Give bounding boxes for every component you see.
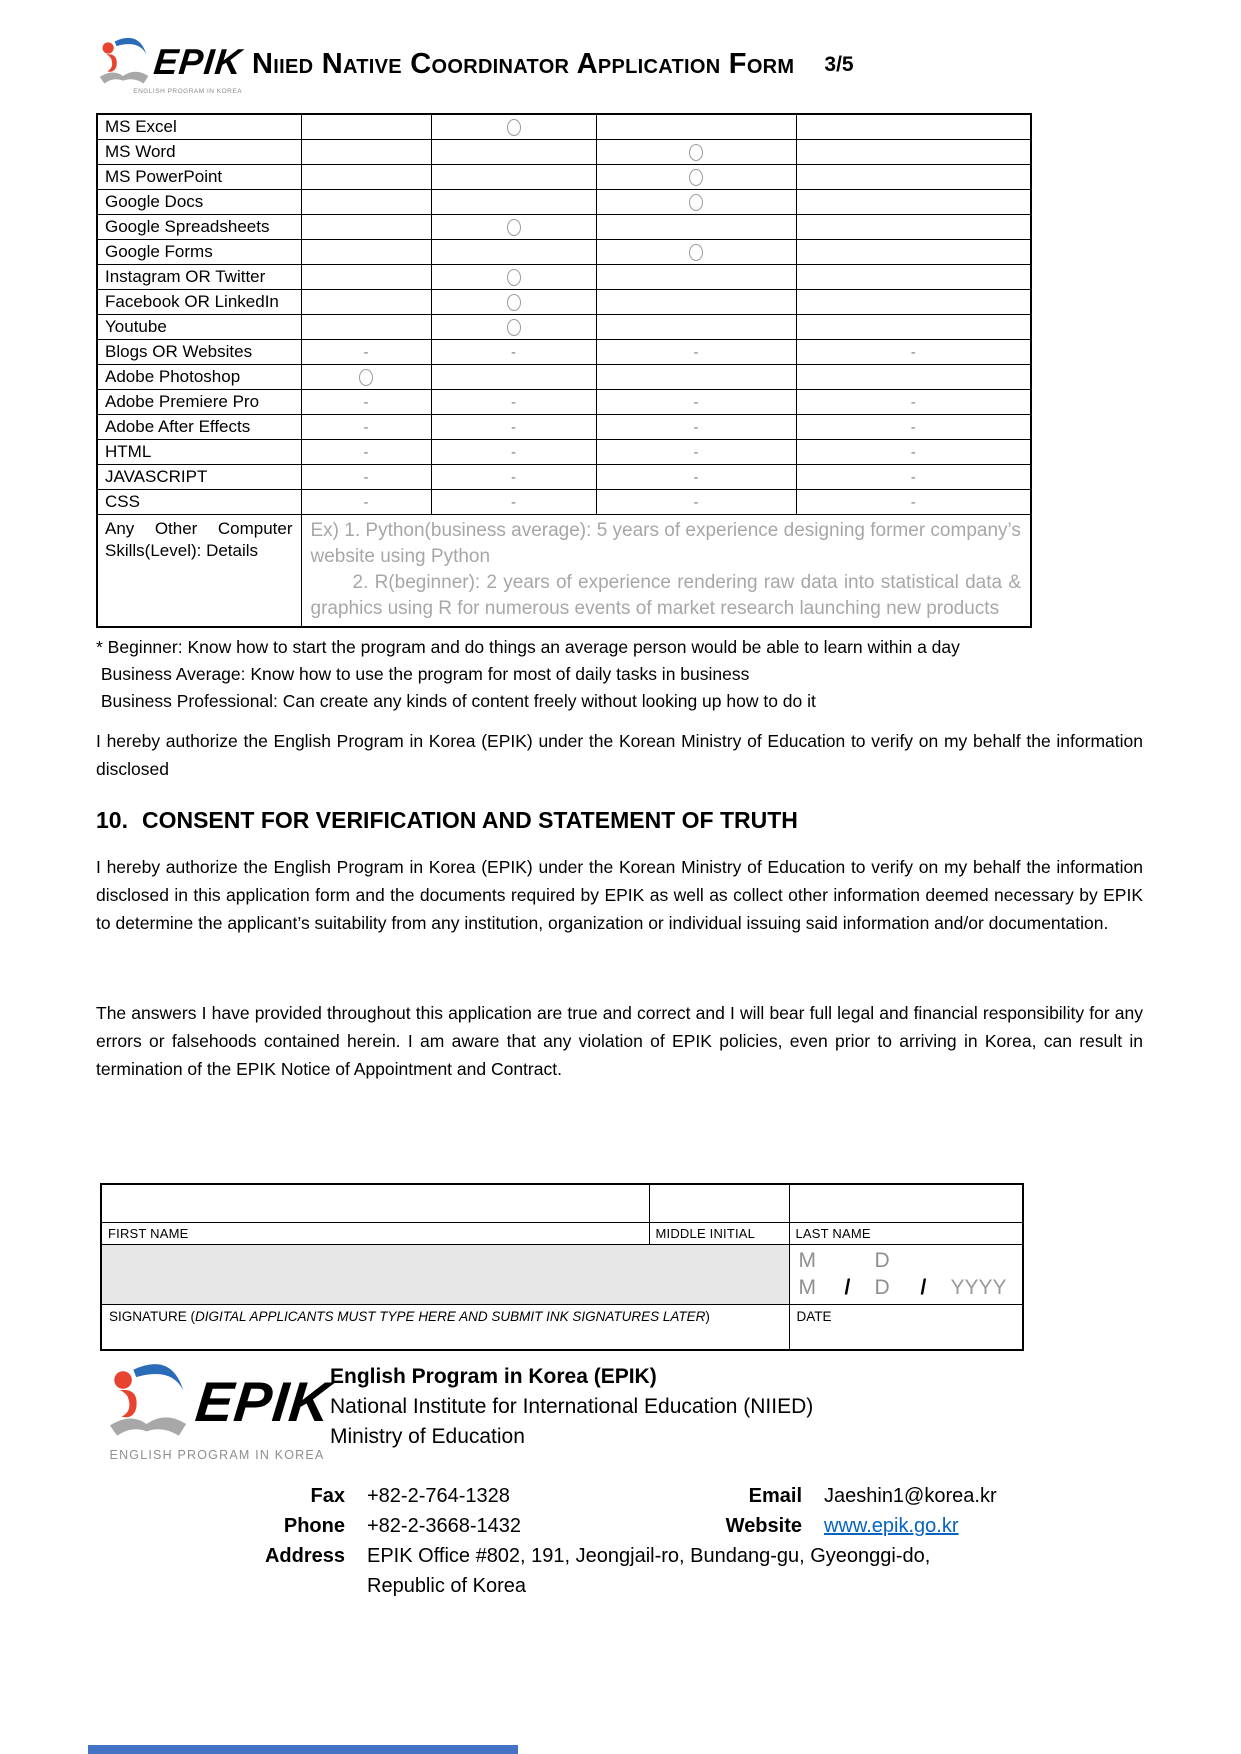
section-heading-text: CONSENT FOR VERIFICATION AND STATEMENT OF TRUTH [141,807,798,833]
middle-initial-input-cell[interactable] [649,1184,789,1222]
logo-epik-text: EPIK [151,41,245,82]
note-business-average: Business Average: Know how to use the program for most of daily tasks in business [96,664,750,684]
skill-label: Instagram OR Twitter [97,264,301,289]
skill-level-cell[interactable] [431,314,596,339]
skill-level-cell[interactable] [596,489,796,514]
skill-row [97,289,1031,314]
skill-level-cell[interactable] [431,339,596,364]
radio-circle-icon[interactable] [689,194,703,211]
org-name-niied: National Institute for International Education (NIIED) [330,1395,814,1418]
dash-mark: - [363,443,369,461]
skill-level-empty-cell[interactable] [796,264,1031,289]
skill-level-empty-cell[interactable] [596,289,796,314]
dash-mark: - [910,443,916,461]
email-label: Email [748,1485,802,1507]
skill-level-cell[interactable] [301,414,431,439]
skill-row [97,139,1031,164]
signature-input-cell[interactable] [101,1244,789,1304]
skill-row [97,439,1031,464]
footer-logo-caption: ENGLISH PROGRAM IN KOREA [109,1448,325,1462]
radio-circle-icon[interactable] [689,244,703,261]
epik-logo [96,34,245,95]
signature-label-suffix: ) [705,1308,710,1324]
radio-circle-icon[interactable] [507,219,521,236]
skill-level-cell[interactable] [431,264,596,289]
dash-mark: - [910,393,916,411]
skill-row [97,114,1031,139]
dash-mark: - [363,418,369,436]
website-label: Website [725,1515,802,1537]
skill-level-empty-cell[interactable] [596,114,796,139]
skill-row [97,264,1031,289]
skill-level-cell[interactable] [596,189,796,214]
skill-row [97,389,1031,414]
authorize-short-paragraph: I hereby authorize the English Program in Korea (EPIK) under the Korean Ministry of Education to verify on my behalf the information disclosed [96,731,1143,779]
middle-initial-label: MIDDLE INITIAL [649,1222,789,1244]
skill-label: Adobe Premiere Pro [97,389,301,414]
skill-label: Adobe Photoshop [97,364,301,389]
page-header [96,34,1146,95]
dash-mark: - [693,468,699,486]
skill-level-empty-cell[interactable] [431,164,596,189]
skill-level-empty-cell[interactable] [301,289,431,314]
phone-value: +82-2-3668-1432 [367,1515,522,1537]
other-skills-row [97,514,1031,627]
footer-epik-logo [109,1358,334,1462]
dash-mark: - [693,343,699,361]
skill-level-cell[interactable] [796,389,1031,414]
skill-level-empty-cell[interactable] [431,139,596,164]
skill-level-empty-cell[interactable] [796,314,1031,339]
skill-level-cell[interactable] [796,339,1031,364]
date-separator: / [844,1275,851,1299]
website-link[interactable]: www.epik.go.kr [824,1515,959,1537]
last-name-input-cell[interactable] [789,1184,1023,1222]
dash-mark: - [693,393,699,411]
skill-level-empty-cell[interactable] [301,314,431,339]
radio-circle-icon[interactable] [689,169,703,186]
dash-mark: - [910,343,916,361]
skill-level-empty-cell[interactable] [301,239,431,264]
signature-label-italic: DIGITAL APPLICANTS MUST TYPE HERE AND SUBMIT INK SIGNATURES LATER [195,1308,706,1324]
radio-circle-icon[interactable] [507,319,521,336]
note-beginner: * Beginner: Know how to start the program and do things an average person would be able to learn within a day [96,637,960,657]
skill-row [97,314,1031,339]
footer-contact-block [253,1482,997,1601]
skill-level-cell[interactable] [431,289,596,314]
date-separator: / [920,1275,927,1299]
date-label: DATE [789,1304,1023,1350]
dash-mark: - [511,418,516,436]
skill-level-empty-cell[interactable] [301,139,431,164]
epik-logo-icon [104,1358,192,1446]
skill-level-empty-cell[interactable] [596,264,796,289]
signature-label [101,1304,789,1350]
skill-level-cell[interactable] [596,164,796,189]
skill-level-empty-cell[interactable] [796,114,1031,139]
logo-epik-text: EPIK [192,1370,334,1433]
dash-mark: - [693,443,699,461]
date-placeholder-day: D [874,1275,890,1299]
skill-label: Adobe After Effects [97,414,301,439]
skill-level-empty-cell[interactable] [431,189,596,214]
other-skills-placeholder-line: Ex) 1. Python(business average): 5 years of experience designing former company’s [310,519,1021,541]
skill-row [97,189,1031,214]
skill-level-cell[interactable] [431,414,596,439]
radio-circle-icon[interactable] [507,119,521,136]
dash-mark: - [511,443,516,461]
skill-level-cell[interactable] [301,339,431,364]
dash-mark: - [511,343,516,361]
skill-row [97,464,1031,489]
dash-mark: - [363,468,369,486]
skill-level-cell[interactable] [796,464,1031,489]
logo-caption: ENGLISH PROGRAM IN KOREA [133,88,243,95]
skill-row [97,414,1031,439]
skill-label: Google Docs [97,189,301,214]
skill-level-empty-cell[interactable] [596,214,796,239]
page-title: Niied Native Coordinator Application Form [252,48,795,80]
dash-mark: - [511,393,516,411]
computer-skills-table [96,113,1032,628]
skill-level-cell[interactable] [596,139,796,164]
dash-mark: - [693,418,699,436]
skill-label: CSS [97,489,301,514]
skill-level-empty-cell[interactable] [431,239,596,264]
skill-row [97,364,1031,389]
skill-row [97,339,1031,364]
skill-level-empty-cell[interactable] [796,139,1031,164]
skill-label: Facebook OR LinkedIn [97,289,301,314]
skill-level-cell[interactable] [301,364,431,389]
body-text [96,634,1143,1083]
dash-mark: - [363,343,369,361]
last-name-label: LAST NAME [789,1222,1023,1244]
skill-level-cell[interactable] [431,464,596,489]
skill-label: MS Word [97,139,301,164]
skill-level-empty-cell[interactable] [596,314,796,339]
skill-level-empty-cell[interactable] [796,289,1031,314]
org-name-ministry: Ministry of Education [330,1425,525,1448]
skill-level-cell[interactable] [596,414,796,439]
skill-level-cell[interactable] [431,389,596,414]
skill-level-cell[interactable] [796,414,1031,439]
skill-label: Youtube [97,314,301,339]
address-line-2: Republic of Korea [367,1575,526,1597]
skill-level-cell[interactable] [596,339,796,364]
address-line-1: EPIK Office #802, 191, Jeongjail-ro, Bundang-gu, Gyeonggi-do, [367,1545,931,1567]
footer-accent-bar [88,1745,518,1754]
dash-mark: - [511,468,516,486]
note-business-professional: Business Professional: Can create any kinds of content freely without looking up how to do it [96,691,816,711]
skill-label: JAVASCRIPT [97,464,301,489]
other-skills-label-cell [97,514,301,627]
skill-level-empty-cell[interactable] [431,364,596,389]
dash-mark: - [693,493,699,511]
epik-logo-icon [96,34,152,90]
skill-level-cell[interactable] [596,464,796,489]
skill-row [97,489,1031,514]
skill-level-empty-cell[interactable] [796,239,1031,264]
skill-level-cell[interactable] [596,239,796,264]
skill-level-empty-cell[interactable] [301,189,431,214]
consent-paragraph: I hereby authorize the English Program in Korea (EPIK) under the Korean Ministry of Education to verify on my behalf the information disclosed in this application form and the documents required by EPIK as well as collect other information deemed necessary by EPIK to determine the applicant’s suitability from any institution, organization or individual issuing said information and/or documentation. [96,857,1143,933]
skill-level-empty-cell[interactable] [301,264,431,289]
other-skills-label: Any Other Computer Skills(Level): Details [105,518,293,560]
skill-level-cell[interactable] [796,439,1031,464]
dash-mark: - [363,493,369,511]
skill-level-empty-cell[interactable] [796,364,1031,389]
skill-level-empty-cell[interactable] [301,114,431,139]
radio-circle-icon[interactable] [507,269,521,286]
skill-row [97,239,1031,264]
fax-value: +82-2-764-1328 [367,1485,510,1507]
page-number: 3/5 [824,52,854,76]
skill-label: Google Spreadsheets [97,214,301,239]
skill-level-cell[interactable] [301,489,431,514]
skill-level-empty-cell[interactable] [796,164,1031,189]
skill-label: MS PowerPoint [97,164,301,189]
skill-level-cell[interactable] [431,114,596,139]
skill-label: MS Excel [97,114,301,139]
radio-circle-icon[interactable] [689,144,703,161]
dash-mark: - [363,393,369,411]
skill-label: Google Forms [97,239,301,264]
dash-mark: - [910,493,916,511]
skill-level-cell[interactable] [796,489,1031,514]
date-placeholder-month: M [798,1248,816,1272]
section-heading-number: 10. [96,807,128,833]
footer-organization [330,1362,813,1452]
date-placeholder-month: M [798,1275,816,1299]
skill-level-empty-cell[interactable] [301,164,431,189]
skill-row [97,164,1031,189]
date-input-cell[interactable] [789,1244,1023,1304]
date-placeholder-year: YYYY [950,1275,1007,1299]
skill-level-cell[interactable] [301,464,431,489]
skill-level-cell[interactable] [431,439,596,464]
radio-circle-icon[interactable] [507,294,521,311]
statement-of-truth-paragraph: The answers I have provided throughout this application are true and correct and I will bear full legal and financial responsibility for any errors or falsehoods contained herein. I am aware that any violation of EPIK policies, even prior to arriving in Korea, can result in termination of the EPIK Notice of Appointment and Contract. [96,1003,1143,1079]
phone-label: Phone [283,1515,345,1537]
skill-label: Blogs OR Websites [97,339,301,364]
skill-level-empty-cell[interactable] [796,214,1031,239]
skill-level-cell[interactable] [596,439,796,464]
signature-label-prefix: SIGNATURE ( [109,1308,196,1324]
skill-level-cell[interactable] [431,489,596,514]
other-skills-placeholder-line: 2. R(beginner): 2 years of experience rendering raw data into statistical data & [352,571,1021,593]
org-name-epik: English Program in Korea (EPIK) [330,1365,657,1388]
first-name-label: FIRST NAME [101,1222,649,1244]
first-name-input-cell[interactable] [101,1184,649,1222]
other-skills-placeholder-line: website using Python [310,545,491,567]
other-skills-details-input-cell[interactable] [301,514,1031,627]
skill-level-empty-cell[interactable] [301,214,431,239]
skill-level-cell[interactable] [301,439,431,464]
signature-table [100,1183,1024,1351]
address-label: Address [264,1545,345,1567]
skill-label: HTML [97,439,301,464]
dash-mark: - [910,418,916,436]
skill-level-cell[interactable] [301,389,431,414]
dash-mark: - [511,493,516,511]
dash-mark: - [910,468,916,486]
fax-label: Fax [310,1485,345,1507]
section-heading [96,807,1143,837]
skill-level-empty-cell[interactable] [796,189,1031,214]
skill-row [97,214,1031,239]
radio-circle-icon[interactable] [359,369,373,386]
skill-level-cell[interactable] [431,214,596,239]
date-placeholder-day: D [874,1248,890,1272]
other-skills-placeholder-line: graphics using R for numerous events of market research launching new products [310,597,1000,619]
skill-level-empty-cell[interactable] [596,364,796,389]
skill-level-cell[interactable] [596,389,796,414]
email-value: Jaeshin1@korea.kr [824,1485,997,1507]
